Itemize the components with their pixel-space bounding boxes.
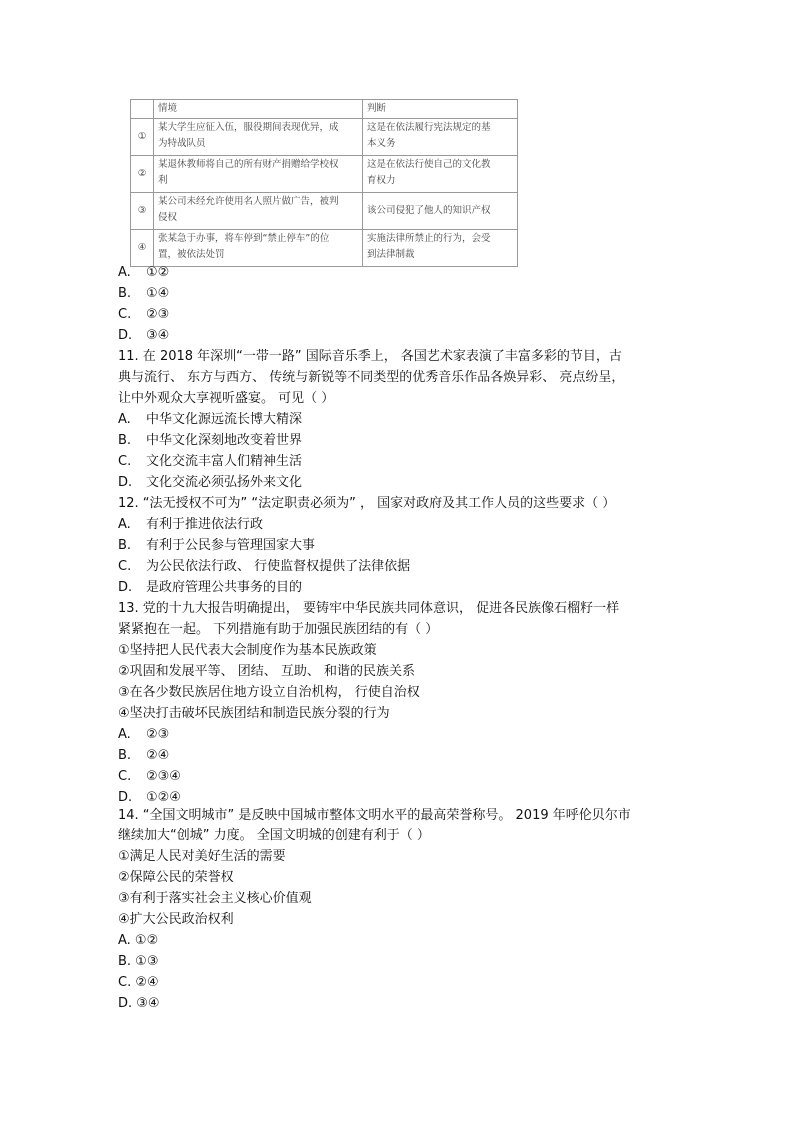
option-text: 中华文化深刻地改变着世界	[146, 433, 303, 448]
option-letter: C.	[118, 307, 132, 322]
option-letter: A.	[118, 412, 131, 427]
q13-statement: ①坚持把人民代表大会制度作为基本民族政策	[118, 643, 377, 658]
option-letter: C.	[118, 769, 132, 784]
q14-statement: ②保障公民的荣誉权	[118, 870, 234, 885]
q13-option-b[interactable]	[118, 746, 169, 766]
q13-option-c[interactable]	[118, 767, 181, 787]
judgment-cell	[363, 230, 518, 267]
situation-judgment-table	[130, 99, 518, 267]
option-letter: B.	[118, 433, 132, 448]
q11-option-b[interactable]	[118, 431, 302, 451]
option-text: 为公民依法行政、 行使监督权提供了法律依据	[146, 559, 411, 574]
table-row-number: ②	[131, 156, 154, 193]
q10-option-b[interactable]	[118, 284, 169, 304]
q13-statement: ④坚决打击破坏民族团结和制造民族分裂的行为	[118, 706, 390, 721]
option-text: ③④	[146, 328, 170, 343]
option-text: ②③	[146, 307, 170, 322]
cell-line: 为特战队员	[158, 138, 206, 149]
q11-option-a[interactable]	[118, 410, 302, 430]
q14-stem-line: 继续加大“创城” 力度。 全国文明城的创建有利于（ ）	[118, 828, 430, 843]
q11-stem-line: 让中外观众大享视听盛宴。 可见（ ）	[118, 391, 335, 406]
option-letter: C.	[118, 454, 132, 469]
cell-line: 某退休教师将自己的所有财产捐赠给学校权	[158, 159, 339, 170]
cell-line: 实施法律所禁止的行为，会受	[367, 233, 491, 244]
table-row	[131, 156, 518, 193]
table-header-cell: 情境	[154, 100, 363, 119]
q12-stem-line: 12. “法无授权不可为” “法定职责必须为” ， 国家对政府及其工作人员的这些要求（ ）	[118, 496, 616, 511]
cell-line: 这是在依法履行宪法规定的基	[367, 122, 491, 133]
table-row-number: ④	[131, 230, 154, 267]
q14-statement: ④扩大公民政治权利	[118, 912, 234, 927]
option-letter: A.	[118, 517, 131, 532]
cell-line: 利	[158, 175, 168, 186]
cell-line: 置，被依法处罚	[158, 249, 225, 260]
option-letter: B.	[118, 748, 132, 763]
option-letter: D.	[118, 328, 133, 343]
situation-cell	[154, 230, 363, 267]
option-text: 有利于公民参与管理国家大事	[146, 538, 316, 553]
q10-option-c[interactable]	[118, 305, 169, 325]
option-text: ①②	[146, 265, 170, 280]
q14-statement: ③有利于落实社会主义核心价值观	[118, 891, 312, 906]
option-text: ②③	[146, 727, 170, 742]
q10-option-a[interactable]	[118, 263, 169, 283]
q13-stem-line: 紧紧抱在一起。 下列措施有助于加强民族团结的有（ ）	[118, 622, 439, 637]
q12-option-c[interactable]	[118, 557, 410, 577]
judgment-cell	[363, 193, 518, 230]
option-text: ①②④	[146, 790, 181, 805]
q13-stem-line: 13. 党的十九大报告明确提出， 要铸牢中华民族共同体意识， 促进各民族像石榴籽一样	[118, 601, 620, 616]
option-text: 中华文化源远流长博大精深	[146, 412, 303, 427]
situation-cell	[154, 193, 363, 230]
option-letter: D.	[118, 790, 133, 805]
option-letter: D.	[118, 475, 133, 490]
option-text: 文化交流丰富人们精神生活	[146, 454, 303, 469]
table-row	[131, 119, 518, 156]
table-header-cell: 判断	[363, 100, 518, 119]
q12-option-d[interactable]	[118, 578, 302, 598]
table-row	[131, 193, 518, 230]
judgment-cell	[363, 156, 518, 193]
option-text: ②③④	[146, 769, 181, 784]
q11-option-c[interactable]	[118, 452, 302, 472]
q13-statement: ③在各少数民族居住地方设立自治机构， 行使自治权	[118, 685, 420, 700]
option-letter: D.	[118, 580, 133, 595]
q11-stem-line: 典与流行、 东方与西方、 传统与新锐等不同类型的优秀音乐作品各焕异彩、 亮点纷呈，	[118, 370, 625, 385]
cell-line: 侵权	[158, 212, 178, 223]
cell-line: 育权力	[367, 175, 396, 186]
cell-line: 该公司侵犯了他人的知识产权	[367, 205, 491, 216]
q14-stem-line: 14. “全国文明城市” 是反映中国城市整体文明水平的最高荣誉称号。 2019 年呼伦贝尔市	[118, 808, 631, 823]
q14-option-a[interactable]: A. ①②	[118, 933, 159, 948]
table-header-row	[131, 100, 518, 119]
option-letter: B.	[118, 538, 132, 553]
q11-option-d[interactable]	[118, 473, 302, 493]
q13-option-d[interactable]	[118, 788, 181, 808]
situation-cell	[154, 156, 363, 193]
table-header-cell	[131, 100, 154, 119]
q10-option-d[interactable]	[118, 326, 169, 346]
q14-statement: ①满足人民对美好生活的需要	[118, 849, 286, 864]
cell-line: 本义务	[367, 138, 396, 149]
q12-option-b[interactable]	[118, 536, 315, 556]
table-row	[131, 230, 518, 267]
q12-option-a[interactable]	[118, 515, 263, 535]
cell-line: 张某急于办事，将车停到“禁止停车”的位	[158, 233, 330, 244]
option-text: ②④	[146, 748, 170, 763]
q14-option-c[interactable]: C. ②④	[118, 975, 159, 990]
q14-option-d[interactable]: D. ③④	[118, 996, 160, 1011]
option-letter: B.	[118, 286, 132, 301]
situation-cell	[154, 119, 363, 156]
table-row-number: ③	[131, 193, 154, 230]
q13-statement: ②巩固和发展平等、 团结、 互助、 和谐的民族关系	[118, 664, 416, 679]
cell-line: 某公司未经允许使用名人照片做广告，被判	[158, 196, 339, 207]
judgment-cell	[363, 119, 518, 156]
q13-option-a[interactable]	[118, 725, 169, 745]
option-text: 有利于推进依法行政	[146, 517, 264, 532]
option-letter: A.	[118, 265, 131, 280]
cell-line: 到法律制裁	[367, 249, 415, 260]
cell-line: 这是在依法行使自己的文化教	[367, 159, 491, 170]
option-text: 是政府管理公共事务的目的	[146, 580, 303, 595]
option-letter: C.	[118, 559, 132, 574]
cell-line: 某大学生应征入伍，服役期间表现优异，成	[158, 122, 339, 133]
option-letter: A.	[118, 727, 131, 742]
option-text: 文化交流必须弘扬外来文化	[146, 475, 303, 490]
q11-stem-line: 11. 在 2018 年深圳“一带一路” 国际音乐季上， 各国艺术家表演了丰富多彩的节目，古	[118, 349, 622, 364]
q14-option-b[interactable]: B. ①③	[118, 954, 159, 969]
table-row-number: ①	[131, 119, 154, 156]
option-text: ①④	[146, 286, 170, 301]
